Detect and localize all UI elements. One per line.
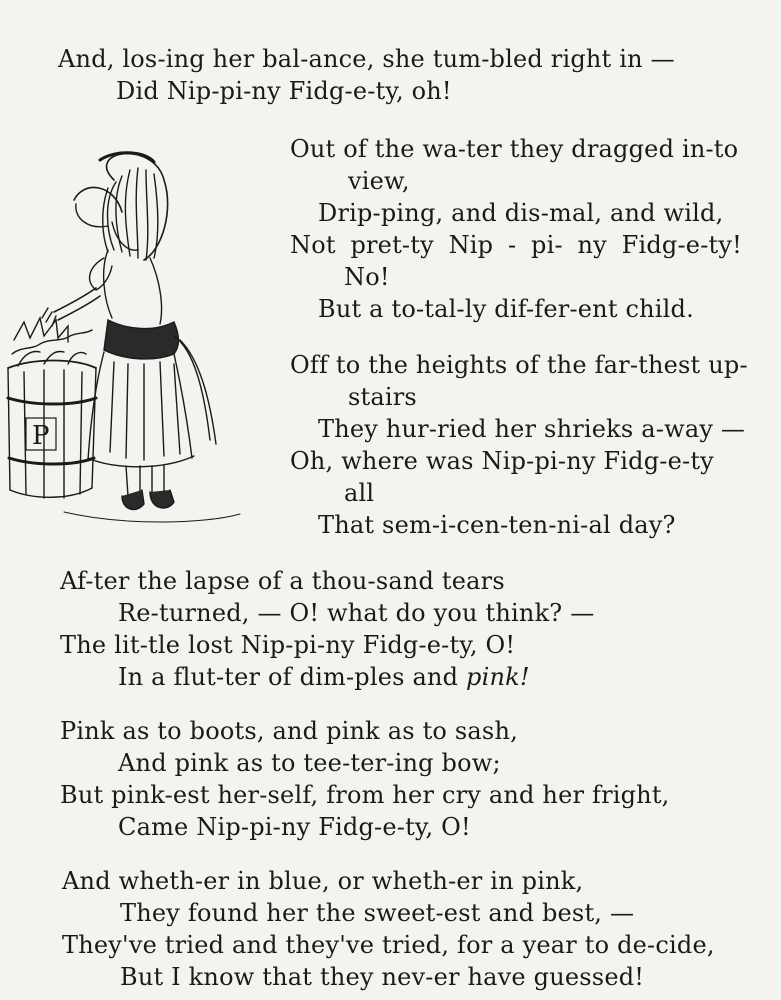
poem-line: And wheth-er in blue, or wheth-er in pink, [62, 867, 584, 895]
poem-line-prefix: In a flut-ter of dim-ples and [118, 663, 467, 691]
poem-line: No! [344, 263, 390, 291]
pink-emphasis: pink! [466, 663, 530, 691]
poem-line: stairs [348, 383, 417, 411]
poem-word: Fidg-e-ty! [621, 231, 742, 259]
poem-line: Did Nip-pi-ny Fidg-e-ty, oh! [116, 77, 452, 105]
poem-line: Pink as to boots, and pink as to sash, [60, 717, 518, 745]
poem-word: Nip [448, 231, 494, 259]
poem-line: Drip-ping, and dis-mal, and wild, [318, 199, 724, 227]
poem-word: Not [290, 231, 336, 259]
poem-line: Oh, where was Nip-pi-ny Fidg-e-ty [290, 447, 714, 475]
poem-line-justified [290, 230, 742, 260]
poem-line: And pink as to tee-ter-ing bow; [118, 749, 501, 777]
poem-line: Came Nip-pi-ny Fidg-e-ty, O! [118, 813, 471, 841]
poem-line: And, los-ing her bal-ance, she tum-bled right in — [58, 45, 675, 73]
poem-line: Re-turned, — O! what do you think? — [118, 599, 595, 627]
poem-line: But I know that they nev-er have guessed! [120, 963, 645, 991]
poem-word: ny [577, 231, 607, 259]
poem-line: They've tried and they've tried, for a year to de-cide, [62, 931, 715, 959]
poem-line: all [344, 479, 375, 507]
poem-line: The lit-tle lost Nip-pi-ny Fidg-e-ty, O! [60, 631, 516, 659]
poem-line: But pink-est her-self, from her cry and her fright, [60, 781, 670, 809]
poem-word: pret-ty [350, 231, 434, 259]
tub-letter: P [32, 421, 50, 451]
poem-line: They found her the sweet-est and best, — [120, 899, 635, 927]
poem-line: Out of the wa-ter they dragged in-to [290, 135, 739, 163]
poem-line: Off to the heights of the far-thest up- [290, 351, 748, 379]
poem-line [118, 662, 530, 692]
poem-word: pi- [531, 231, 563, 259]
poem-word: - [507, 231, 517, 259]
poem-line: That sem-i-cen-ten-ni-al day? [318, 511, 676, 539]
poem-line: They hur-ried her shrieks a-way — [318, 415, 746, 443]
poem-line: view, [348, 167, 410, 195]
girl-washtub-illustration [4, 140, 248, 540]
poem-line: But a to-tal-ly dif-fer-ent child. [318, 295, 694, 323]
poem-line: Af-ter the lapse of a thou-sand tears [60, 567, 505, 595]
